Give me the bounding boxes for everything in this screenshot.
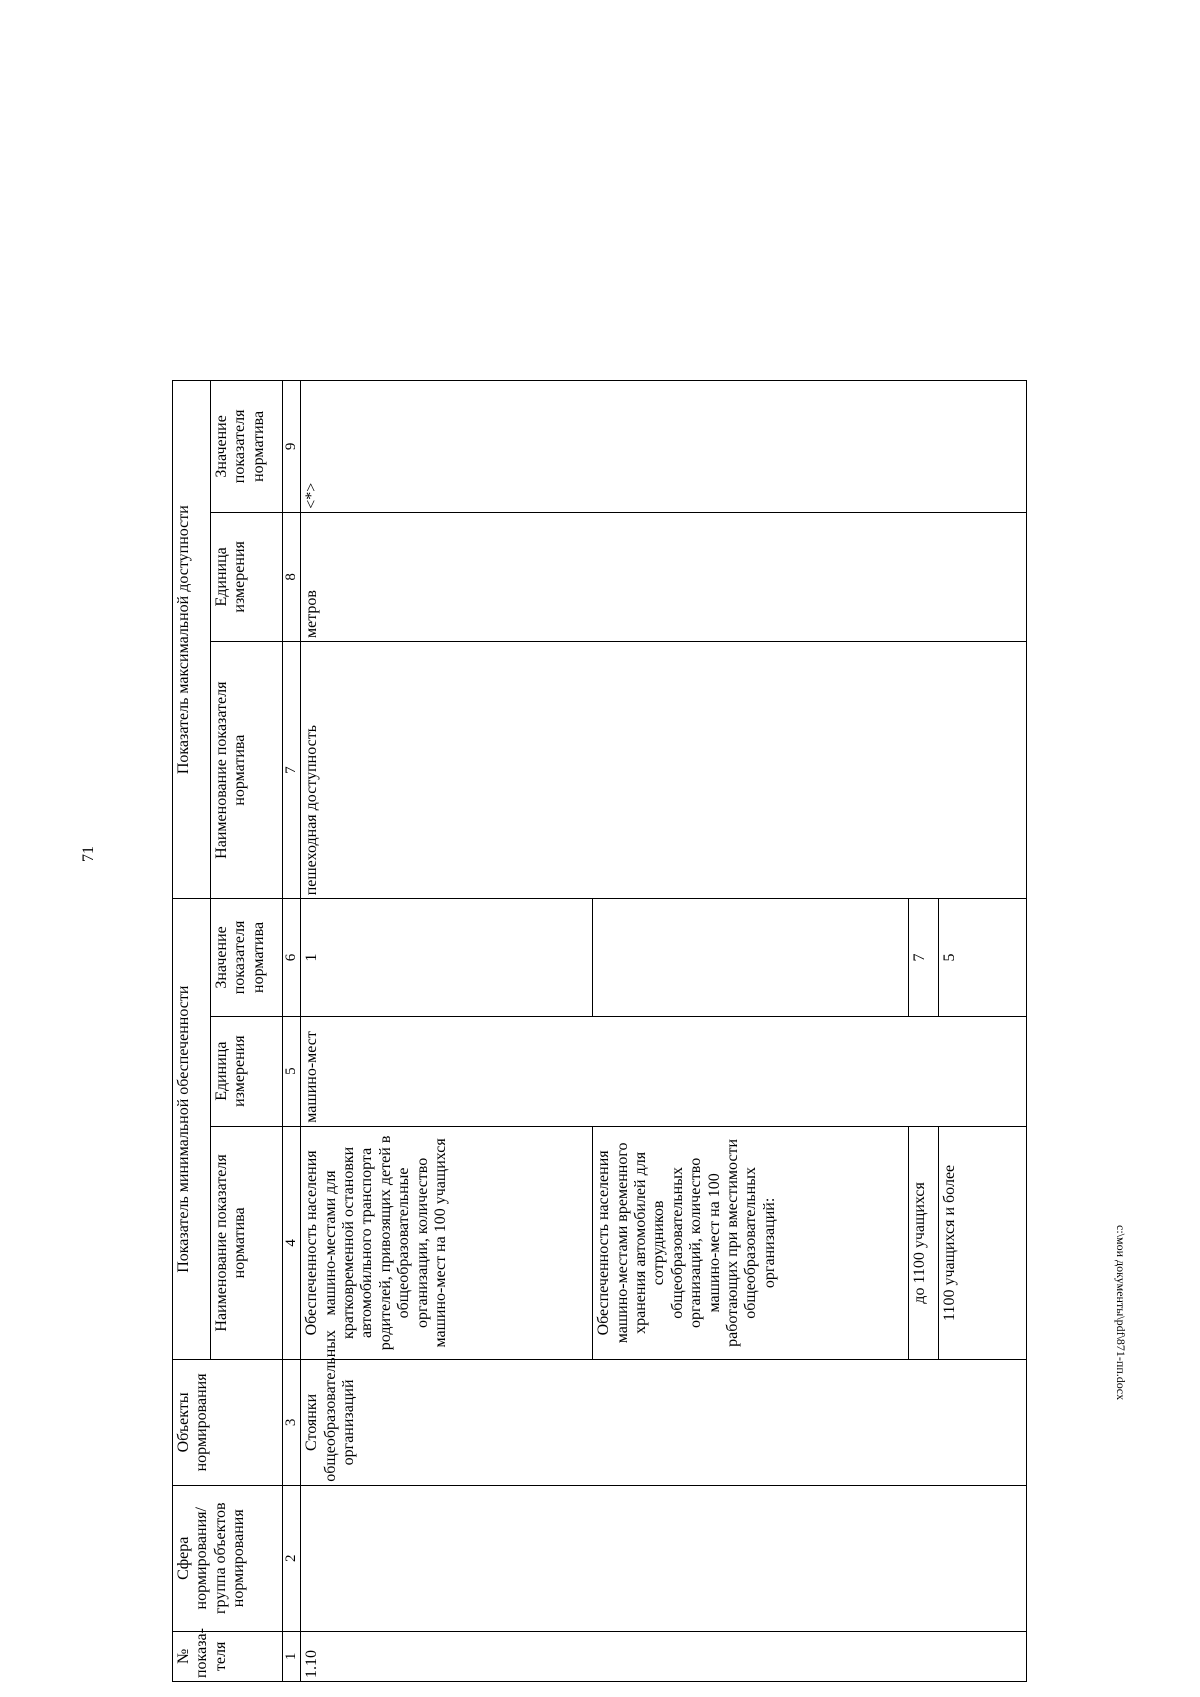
row-sphere	[301, 1485, 1027, 1631]
header-sphere: Сфера нормирования/ группа объектов нормирования	[173, 1485, 283, 1631]
header-objects: Объекты нормирования	[173, 1360, 283, 1486]
norm-table-frame	[172, 380, 1027, 1682]
col-num-8: 8	[283, 512, 301, 641]
col-num-6: 6	[283, 899, 301, 1016]
header-max-value: Значение показателя норматива	[211, 381, 283, 513]
header-min-value: Значение показателя норматива	[211, 899, 283, 1016]
header-min-group: Показатель минимальной обеспеченности	[173, 899, 211, 1360]
header-min-unit: Единица измерения	[211, 1016, 283, 1126]
col-num-9: 9	[283, 381, 301, 513]
col-num-7: 7	[283, 641, 301, 898]
indicator-unit: машино-мест	[301, 1016, 1027, 1126]
indicator1-name: Обеспеченность населения машино-местами для кратковременной остановки автомобильного транспорта родителей, привозящих детей в общеобразовательные организации, количество машино-мест на 100 учащихся	[301, 1126, 593, 1359]
sub1-label: до 1100 учащихся	[909, 1126, 939, 1359]
header-num: № показа-теля	[173, 1631, 283, 1681]
sub2-value: 5	[939, 899, 1027, 1016]
indicator2-value-empty	[593, 899, 909, 1016]
sub1-value: 7	[909, 899, 939, 1016]
max-indicator-unit: метров	[301, 512, 1027, 641]
footer-path: c:\мои документы\pdf\871-пп.docx	[1114, 1225, 1128, 1401]
indicator2-name: Обеспеченность населения машино-местами временного хранения автомобилей для сотрудников общеобразовательных организаций, количество машино-мест на 100 работающих при вместимости общеобразовательных организаций:	[593, 1126, 909, 1359]
max-indicator-name: пешеходная доступность	[301, 641, 1027, 898]
col-num-2: 2	[283, 1485, 301, 1631]
page-number: 71	[80, 846, 97, 862]
indicator1-value: 1	[301, 899, 593, 1016]
header-max-name: Наименование показателя норматива	[211, 641, 283, 898]
header-max-unit: Единица измерения	[211, 512, 283, 641]
col-num-5: 5	[283, 1016, 301, 1126]
row-number: 1.10	[301, 1631, 1027, 1681]
max-indicator-value: <*>	[301, 381, 1027, 513]
header-min-name: Наименование показателя норматива	[211, 1126, 283, 1359]
col-num-4: 4	[283, 1126, 301, 1359]
header-max-group: Показатель максимальной доступности	[173, 381, 211, 899]
col-num-1: 1	[283, 1631, 301, 1681]
norm-table	[172, 380, 1027, 1682]
col-num-3: 3	[283, 1360, 301, 1486]
row-object: Стоянки общеобразовательных организаций	[301, 1360, 1027, 1486]
sub2-label: 1100 учащихся и более	[939, 1126, 1027, 1359]
